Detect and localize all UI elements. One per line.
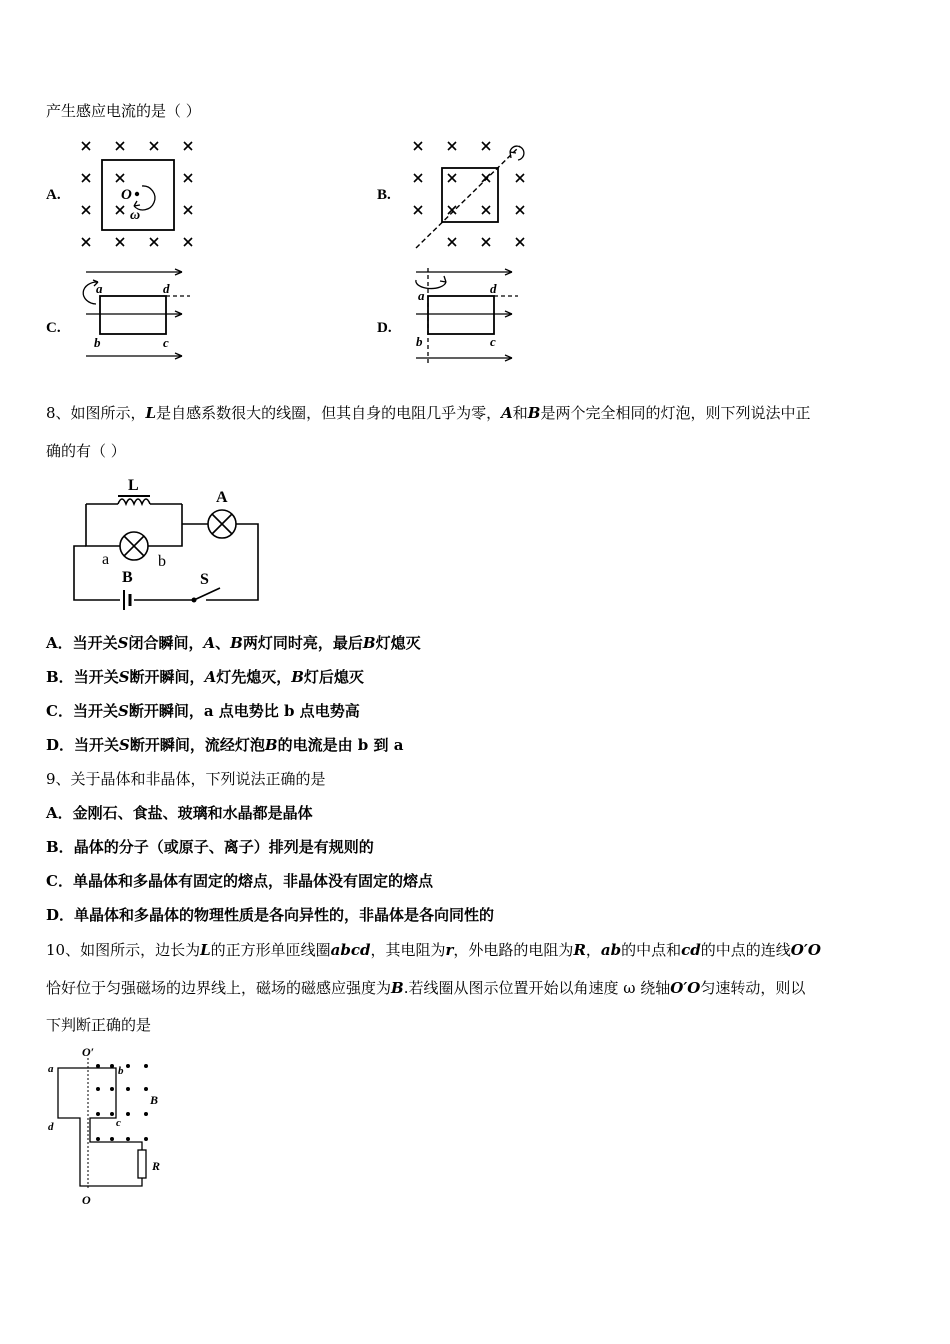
resistor-r xyxy=(138,1150,146,1178)
label-r: R xyxy=(152,1159,161,1173)
vertex-b: b xyxy=(94,335,101,350)
switch-s xyxy=(194,588,220,600)
label-field-b: B xyxy=(150,1093,159,1107)
vertex-b: b xyxy=(416,334,423,349)
vertex-a: a xyxy=(48,1063,54,1075)
q8-option-d[interactable]: D．当开关S断开瞬间，流经灯泡B的电流是由 b 到 a xyxy=(46,736,404,754)
q7-option-a-label[interactable]: A. xyxy=(46,187,61,203)
q7-figure-a xyxy=(78,138,203,253)
q10-stem-line1: 10、如图所示，边长为L的正方形单匝线圈abcd，其电阻为r，外电路的电阻为R，ab的中点和cd的中点的连线O′O xyxy=(46,941,821,959)
q8-circuit-figure xyxy=(68,474,268,612)
field-lines xyxy=(416,269,512,361)
q10-figure xyxy=(44,1046,174,1211)
bulb-b xyxy=(124,536,144,556)
vertex-a: a xyxy=(96,281,103,296)
q8-option-a[interactable]: A．当开关S闭合瞬间，A、B两灯同时亮，最后B灯熄灭 xyxy=(46,634,421,652)
q8-option-c[interactable]: C．当开关S断开瞬间，a 点电势比 b 点电势高 xyxy=(46,702,360,720)
q7-figure-c xyxy=(78,268,198,368)
bulb-a xyxy=(212,514,232,534)
vertex-b: b xyxy=(118,1065,124,1077)
q8-stem-line2: 确的有（ ） xyxy=(46,442,126,460)
q10-stem-line2: 恰好位于匀强磁场的边界线上，磁场的磁感应强度为B.若线圈从图示位置开始以角速度 ω 绕轴O′O匀速转动，则以 xyxy=(46,979,806,997)
label-L: L xyxy=(128,477,139,494)
q9-option-c[interactable]: C．单晶体和多晶体有固定的熔点，非晶体没有固定的熔点 xyxy=(46,872,433,890)
q9-option-b[interactable]: B．晶体的分子（或原子、离子）排列是有规则的 xyxy=(46,838,374,856)
vertex-c: c xyxy=(116,1117,121,1129)
q8-stem-line1: 8、如图所示，L是自感系数很大的线圈，但其自身的电阻几乎为零，A和B是两个完全相同的灯泡，则下列说法中正 xyxy=(46,404,811,422)
q7-option-c-label[interactable]: C. xyxy=(46,320,61,336)
q7-option-d-label[interactable]: D. xyxy=(377,320,392,336)
label-o: O xyxy=(82,1193,91,1207)
label-A: A xyxy=(216,489,228,506)
q7-stem-tail: 产生感应电流的是（ ） xyxy=(46,102,201,120)
q9-stem: 9、关于晶体和非晶体，下列说法正确的是 xyxy=(46,770,326,788)
vertex-a: a xyxy=(418,288,425,303)
q9-option-a[interactable]: A．金刚石、食盐、玻璃和水晶都是晶体 xyxy=(46,804,313,822)
q7-option-b-label[interactable]: B. xyxy=(377,187,391,203)
q10-stem-line3: 下判断正确的是 xyxy=(46,1016,152,1034)
rectangular-loop xyxy=(100,296,166,334)
vertex-c: c xyxy=(163,335,169,350)
rotation-axis xyxy=(416,146,520,248)
q8-option-b[interactable]: B．当开关S断开瞬间，A灯先熄灭，B灯后熄灭 xyxy=(46,668,364,686)
vertex-d: d xyxy=(163,281,170,296)
rectangular-loop xyxy=(428,296,494,334)
label-b: b xyxy=(158,553,166,570)
center-o-label: O xyxy=(121,187,132,203)
label-B: B xyxy=(122,569,133,586)
omega-label: ω xyxy=(130,208,141,223)
vertex-d: d xyxy=(48,1121,54,1133)
vertex-c: c xyxy=(490,334,496,349)
q7-figure-d xyxy=(410,266,530,368)
label-S: S xyxy=(200,571,209,588)
q7-figure-b xyxy=(410,138,535,253)
label-a: a xyxy=(102,551,110,568)
q9-option-d[interactable]: D．单晶体和多晶体的物理性质是各向异性的，非晶体是各向同性的 xyxy=(46,906,495,924)
vertex-d: d xyxy=(490,281,497,296)
label-o-prime: O′ xyxy=(82,1045,95,1059)
